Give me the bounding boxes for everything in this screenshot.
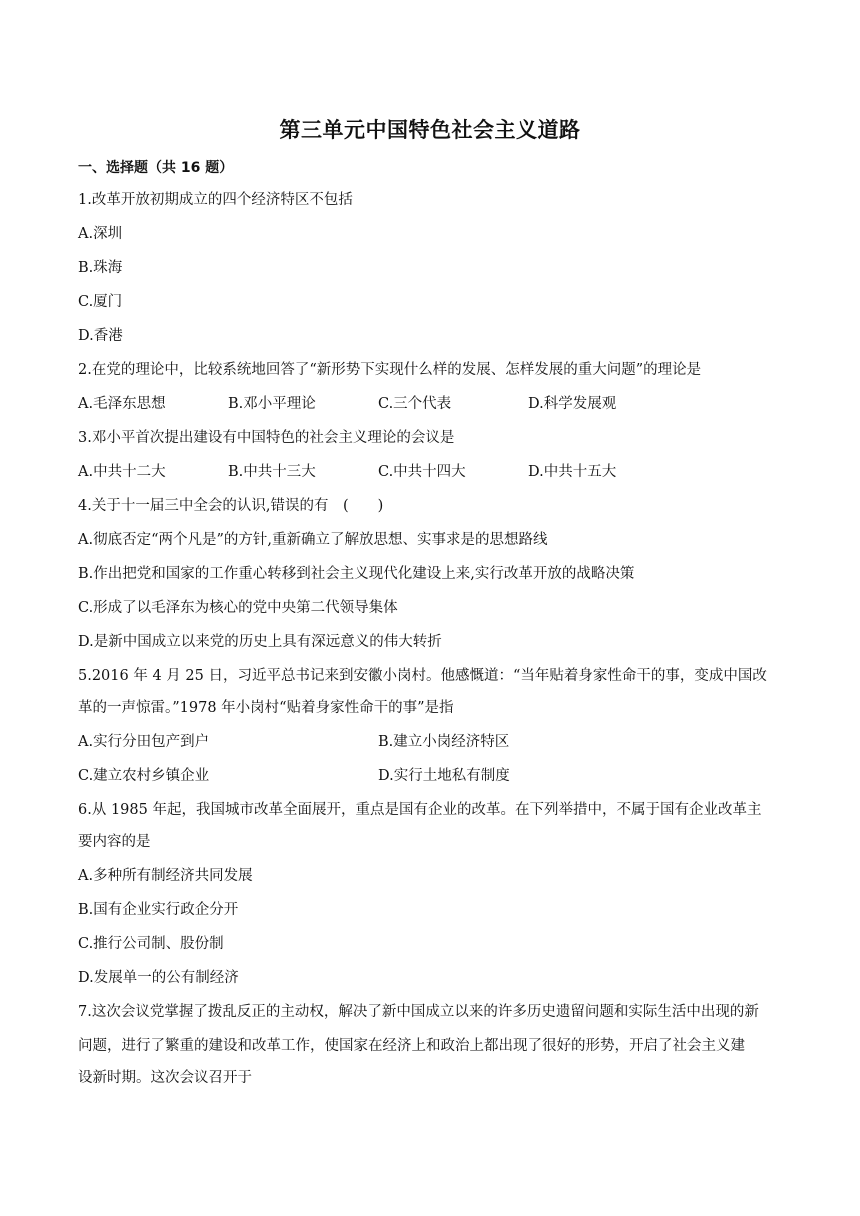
question-5-option-c: C.建立农村乡镇企业 <box>78 768 210 784</box>
question-7-stem-line-3: 设新时期。这次会议召开于 <box>78 1070 252 1086</box>
question-2-option-d: D.科学发展观 <box>528 396 617 412</box>
question-3-option-d: D.中共十五大 <box>528 464 617 480</box>
question-1-option-b: B.珠海 <box>78 260 123 276</box>
question-2-option-c: C.三个代表 <box>378 396 452 412</box>
question-1-option-c: C.厦门 <box>78 294 123 310</box>
question-5-option-a: A.实行分田包产到户 <box>78 734 210 750</box>
question-6-option-c: C.推行公司制、股份制 <box>78 936 224 952</box>
question-1-stem: 1.改革开放初期成立的四个经济特区不包括 <box>78 192 353 208</box>
question-5-option-d: D.实行土地私有制度 <box>378 768 510 784</box>
question-4-option-a: A.彻底否定“两个凡是”的方针,重新确立了解放思想、实事求是的思想路线 <box>78 532 548 548</box>
question-5-stem-line-2: 革的一声惊雷。”1978 年小岗村“贴着身家性命干的事”是指 <box>78 700 454 716</box>
question-5-stem-line-1: 5.2016 年 4 月 25 日，习近平总书记来到安徽小岗村。他感慨道：“当年贴着身家性命干的事，变成中国改 <box>78 668 767 684</box>
question-3-option-b: B.中共十三大 <box>228 464 316 480</box>
question-4-option-b: B.作出把党和国家的工作重心转移到社会主义现代化建设上来,实行改革开放的战略决策 <box>78 566 635 582</box>
section-heading: 一、选择题（共 16 题） <box>78 160 234 176</box>
question-3-stem: 3.邓小平首次提出建设有中国特色的社会主义理论的会议是 <box>78 430 455 446</box>
question-6-option-a: A.多种所有制经济共同发展 <box>78 868 253 884</box>
question-3-option-c: C.中共十四大 <box>378 464 466 480</box>
question-6-stem-line-2: 要内容的是 <box>78 834 151 850</box>
question-5-option-b: B.建立小岗经济特区 <box>378 734 510 750</box>
question-6-option-d: D.发展单一的公有制经济 <box>78 970 239 986</box>
question-2-stem: 2.在党的理论中，比较系统地回答了“新形势下实现什么样的发展、怎样发展的重大问题”的理论是 <box>78 362 702 378</box>
question-1-option-a: A.深圳 <box>78 226 123 242</box>
question-2-option-a: A.毛泽东思想 <box>78 396 166 412</box>
question-2-option-b: B.邓小平理论 <box>228 396 316 412</box>
question-4-option-c: C.形成了以毛泽东为核心的党中央第二代领导集体 <box>78 600 398 616</box>
question-7-stem-line-2: 问题，进行了繁重的建设和改革工作，使国家在经济上和政治上都出现了很好的形势，开启了社会主义建 <box>78 1038 745 1054</box>
question-1-option-d: D.香港 <box>78 328 123 344</box>
question-4-stem: 4.关于十一届三中全会的认识,错误的有 ( ) <box>78 498 384 514</box>
question-4-option-d: D.是新中国成立以来党的历史上具有深远意义的伟大转折 <box>78 634 442 650</box>
question-3-option-a: A.中共十二大 <box>78 464 166 480</box>
page-title: 第三单元中国特色社会主义道路 <box>279 118 581 142</box>
question-6-stem-line-1: 6.从 1985 年起，我国城市改革全面展开，重点是国有企业的改革。在下列举措中，不属于国有企业改革主 <box>78 802 762 818</box>
question-6-option-b: B.国有企业实行政企分开 <box>78 902 239 918</box>
question-7-stem-line-1: 7.这次会议党掌握了拨乱反正的主动权，解决了新中国成立以来的许多历史遗留问题和实际生活中出现的新 <box>78 1004 759 1020</box>
